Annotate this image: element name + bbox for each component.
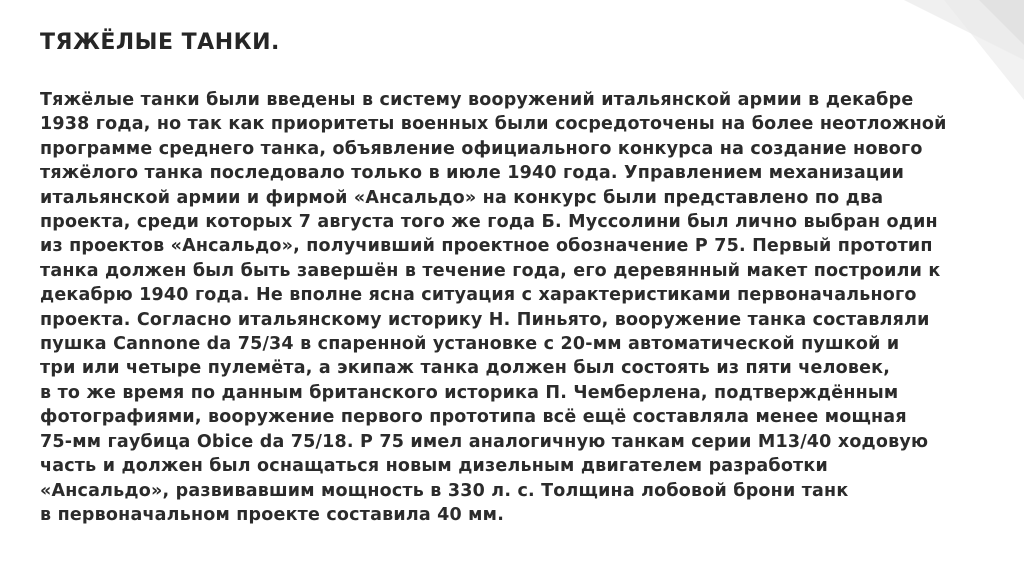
slide-body-text: Тяжёлые танки были введены в систему вооружений итальянской армии в декабре 1938 года, но так как приоритеты военных были сосредоточены на более неотложной программе среднего танка, объявление официального конкурса на создание нового тяжёлого танка последовало только в июле 1940 года. Управлением механизации итальянской армии и фирмой «Ансальдо» на конкурс были представлено по два проекта, среди которых 7 августа того же года Б. Муссолини был лично выбран один из проектов «Ансальдо», получивший проектное обозначение P 75. Первый прототип танка должен был быть завершён в течение года, его деревянный макет построили к декабрю 1940 года. Не вполне ясна ситуация с характеристиками первоначального проекта. Согласно итальянскому историку Н. Пиньято, вооружение танка составляли пушка Cannone da 75/34 в спаренной установке с 20-мм автоматической пушкой и три или четыре пулемёта, а экипаж танка должен был состоять из пяти человек, в то же время по данным британского историка П. Чемберлена, подтверждённым фотографиями, вооружение первого прототипа всё ещё составляла менее мощная 75-мм гаубица Obice da 75/18. P 75 имел аналогичную танкам серии M13/40 ходовую часть и должен был оснащаться новым дизельным двигателем разработки «Ансальдо», развивавшим мощность в 330 л. с. Толщина лобовой брони танк в первоначальном проекте составила 40 мм. <box>40 90 947 525</box>
corner-decoration <box>884 0 1024 100</box>
slide-title: ТЯЖЁЛЫЕ ТАНКИ. <box>40 30 280 55</box>
